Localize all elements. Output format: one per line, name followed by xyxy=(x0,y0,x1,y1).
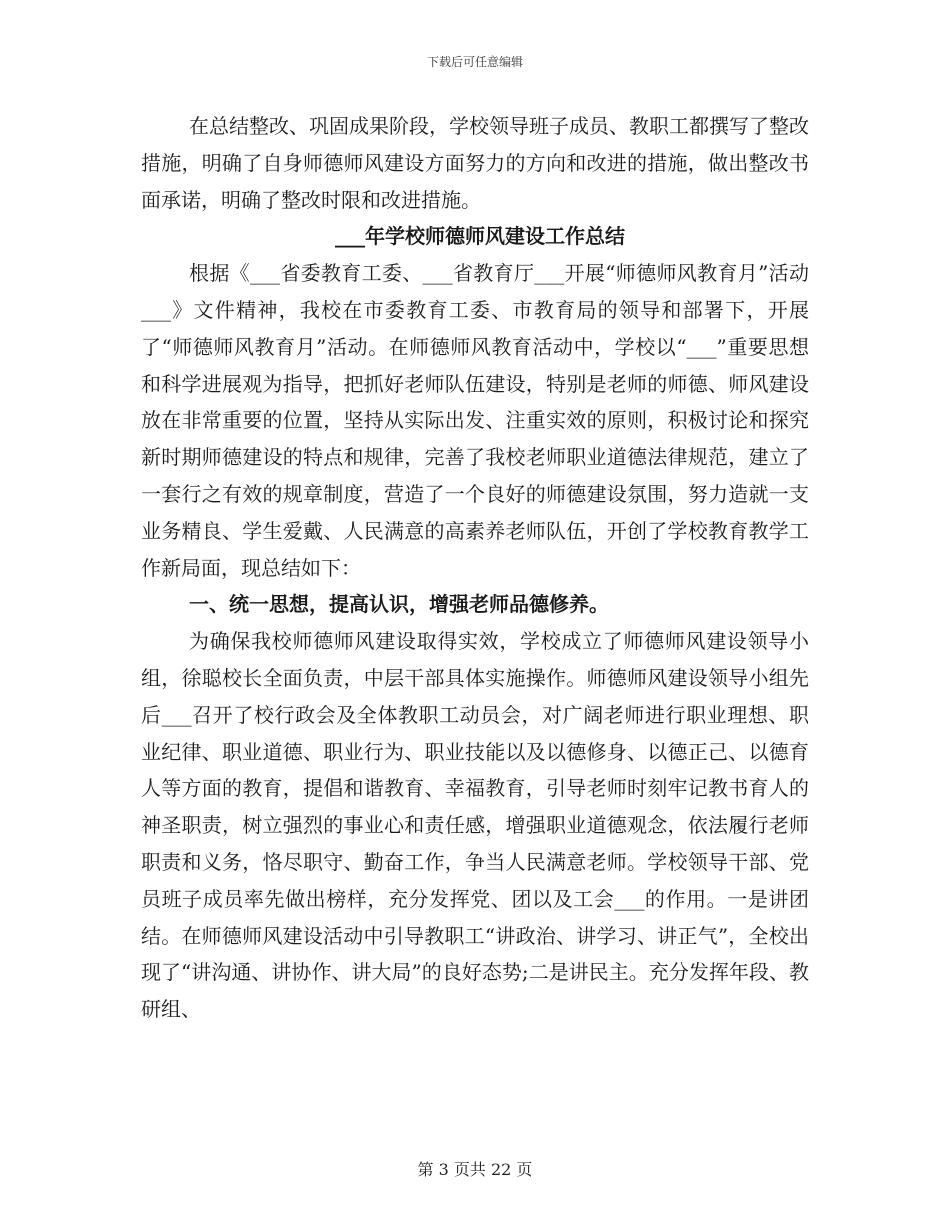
header-note: 下载后可任意编辑 xyxy=(426,55,523,69)
section-heading-1: 一、统一思想，提高认识，增强老师品德修养。 xyxy=(189,592,609,617)
paragraph-section-1: 为确保我校师德师风建设取得实效，学校成立了师德师风建设领导小组，徐聪校长全面负责，中层干部具体实施操作。师德师风建设领导小组先后___召开了校行政会及全体教职工动员会，对广阔老师进行职业理想、职业纪律、职业道德、职业行为、职业技能以及以德修身、以德正己、以德育人等方面的教育，提倡和谐教育、幸福教育，引导老师时刻牢记教书育人的神圣职责，树立强烈的事业心和责任感，增强职业道德观念，依法履行老师职责和义务，恪尽职守、勤奋工作，争当人民满意老师。学校领导干部、党员班子成员率先做出榜样，充分发挥党、团以及工会___的作用。一是讲团结。在师德师风建设活动中引导教职工“讲政治、讲学习、讲正气”，全校出现了“讲沟通、讲协作、讲大局”的良好态势;二是讲民主。充分发挥年段、教研组、 xyxy=(141,629,809,1022)
page-number: 第 3 页共 22 页 xyxy=(417,1160,533,1179)
document-title: ___年学校师德师风建设工作总结 xyxy=(335,224,625,249)
paragraph-intro: 根据《___省委教育工委、___省教育厅___开展“师德师风教育月”活动___》文件精神，我校在市委教育工委、市教育局的领导和部署下，开展了“师德师风教育月”活动。在师德师风教育活动中，学校以“___”重要思想和科学进展观为指导，把抓好老师队伍建设，特别是老师的师德、师风建设放在非常重要的位置，坚持从实际出发、注重实效的原则，积极讨论和探究新时期师德建设的特点和规律，完善了我校老师职业道德法律规范，建立了一套行之有效的规章制度，营造了一个良好的师德建设氛围，努力造就一支业务精良、学生爱戴、人民满意的高素养老师队伍，开创了学校教育教学工作新局面，现总结如下： xyxy=(141,261,809,580)
document-body xyxy=(141,108,809,1028)
paragraph-rectification: 在总结整改、巩固成果阶段，学校领导班子成员、教职工都撰写了整改措施，明确了自身师德师风建设方面努力的方向和改进的措施，做出整改书面承诺，明确了整改时限和改进措施。 xyxy=(141,114,809,212)
